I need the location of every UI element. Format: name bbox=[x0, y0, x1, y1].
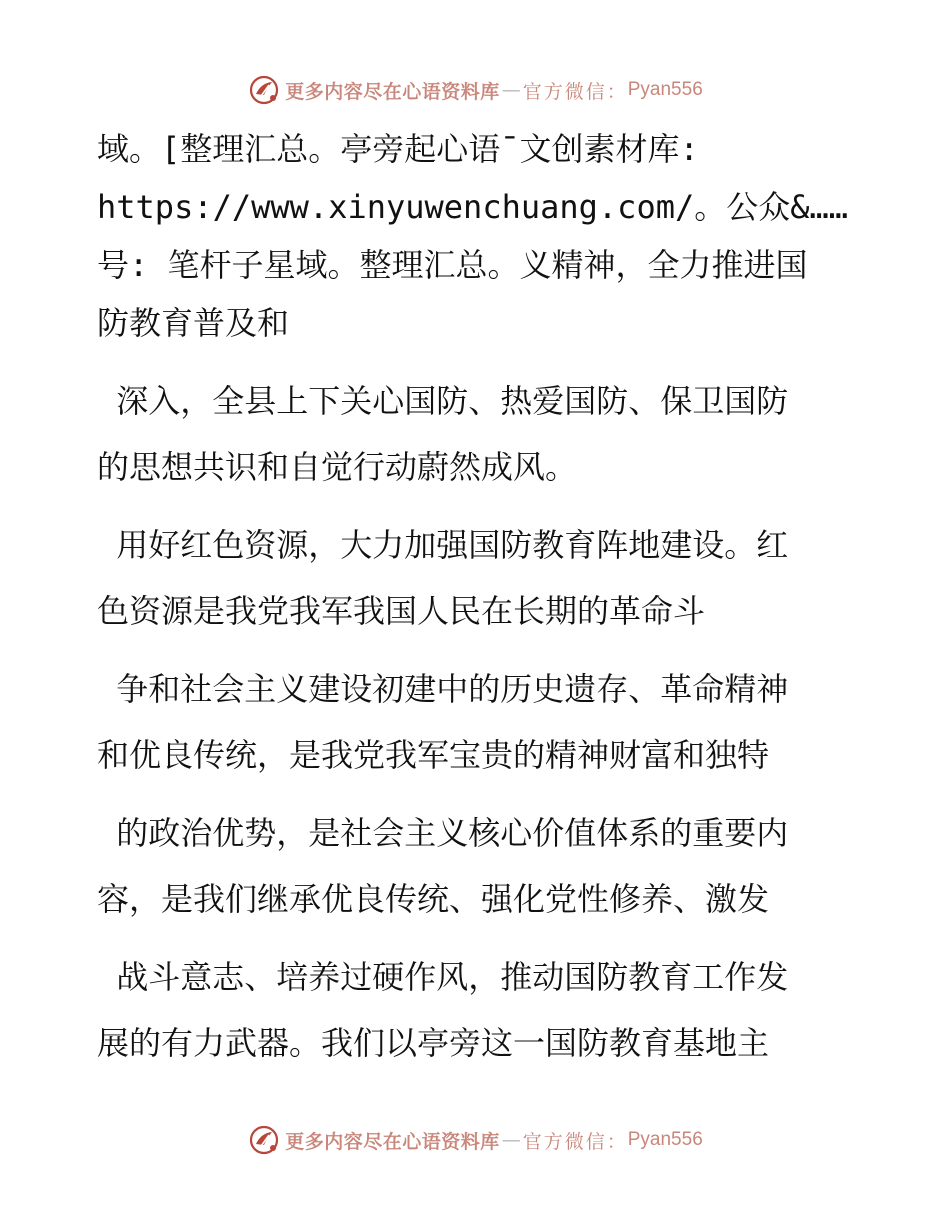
body-line: https://www.xinyuwenchuang.com/。公众&…… bbox=[97, 188, 849, 226]
body-line: 争和社会主义建设初建中的历史遗存、革命精神 bbox=[97, 670, 789, 708]
banner-official-label: 官方微信： bbox=[522, 1130, 628, 1153]
body-line: 的政治优势，是社会主义核心价值体系的重要内 bbox=[97, 814, 789, 852]
body-line: 色资源是我党我军我国人民在长期的革命斗 bbox=[97, 592, 706, 630]
footer-banner bbox=[0, 1120, 950, 1160]
banner-official-label: 官方微信： bbox=[522, 80, 628, 103]
brand-logo-icon bbox=[247, 1123, 281, 1157]
banner-wechat-id: Pyan556 bbox=[627, 1129, 703, 1150]
banner-brand-text: 更多内容尽在心语资料库 bbox=[285, 1130, 500, 1153]
banner-separator: — bbox=[501, 79, 521, 101]
body-line: 和优良传统，是我党我军宝贵的精神财富和独特 bbox=[97, 736, 770, 774]
document-body bbox=[97, 120, 857, 1072]
body-line: 防教育普及和 bbox=[97, 304, 290, 342]
body-line: 号: 笔杆子星域。整理汇总。义精神，全力推进国 bbox=[97, 246, 808, 284]
banner-brand-text: 更多内容尽在心语资料库 bbox=[285, 80, 500, 103]
body-line: 域。[整理汇总。亭旁起心语¯文创素材库: bbox=[97, 130, 699, 168]
banner-separator: — bbox=[501, 1129, 521, 1151]
banner-wechat-id: Pyan556 bbox=[627, 79, 703, 100]
body-line: 深入，全县上下关心国防、热爱国防、保卫国防 bbox=[97, 382, 789, 420]
brand-logo-icon bbox=[247, 73, 281, 107]
body-line: 容，是我们继承优良传统、强化党性修养、激发 bbox=[97, 880, 770, 918]
body-line: 战斗意志、培养过硬作风，推动国防教育工作发 bbox=[97, 958, 789, 996]
body-line: 的思想共识和自觉行动蔚然成风。 bbox=[97, 448, 578, 486]
header-banner bbox=[0, 70, 950, 110]
body-line: 展的有力武器。我们以亭旁这一国防教育基地主 bbox=[97, 1024, 770, 1062]
body-line: 用好红色资源，大力加强国防教育阵地建设。红 bbox=[97, 526, 789, 564]
